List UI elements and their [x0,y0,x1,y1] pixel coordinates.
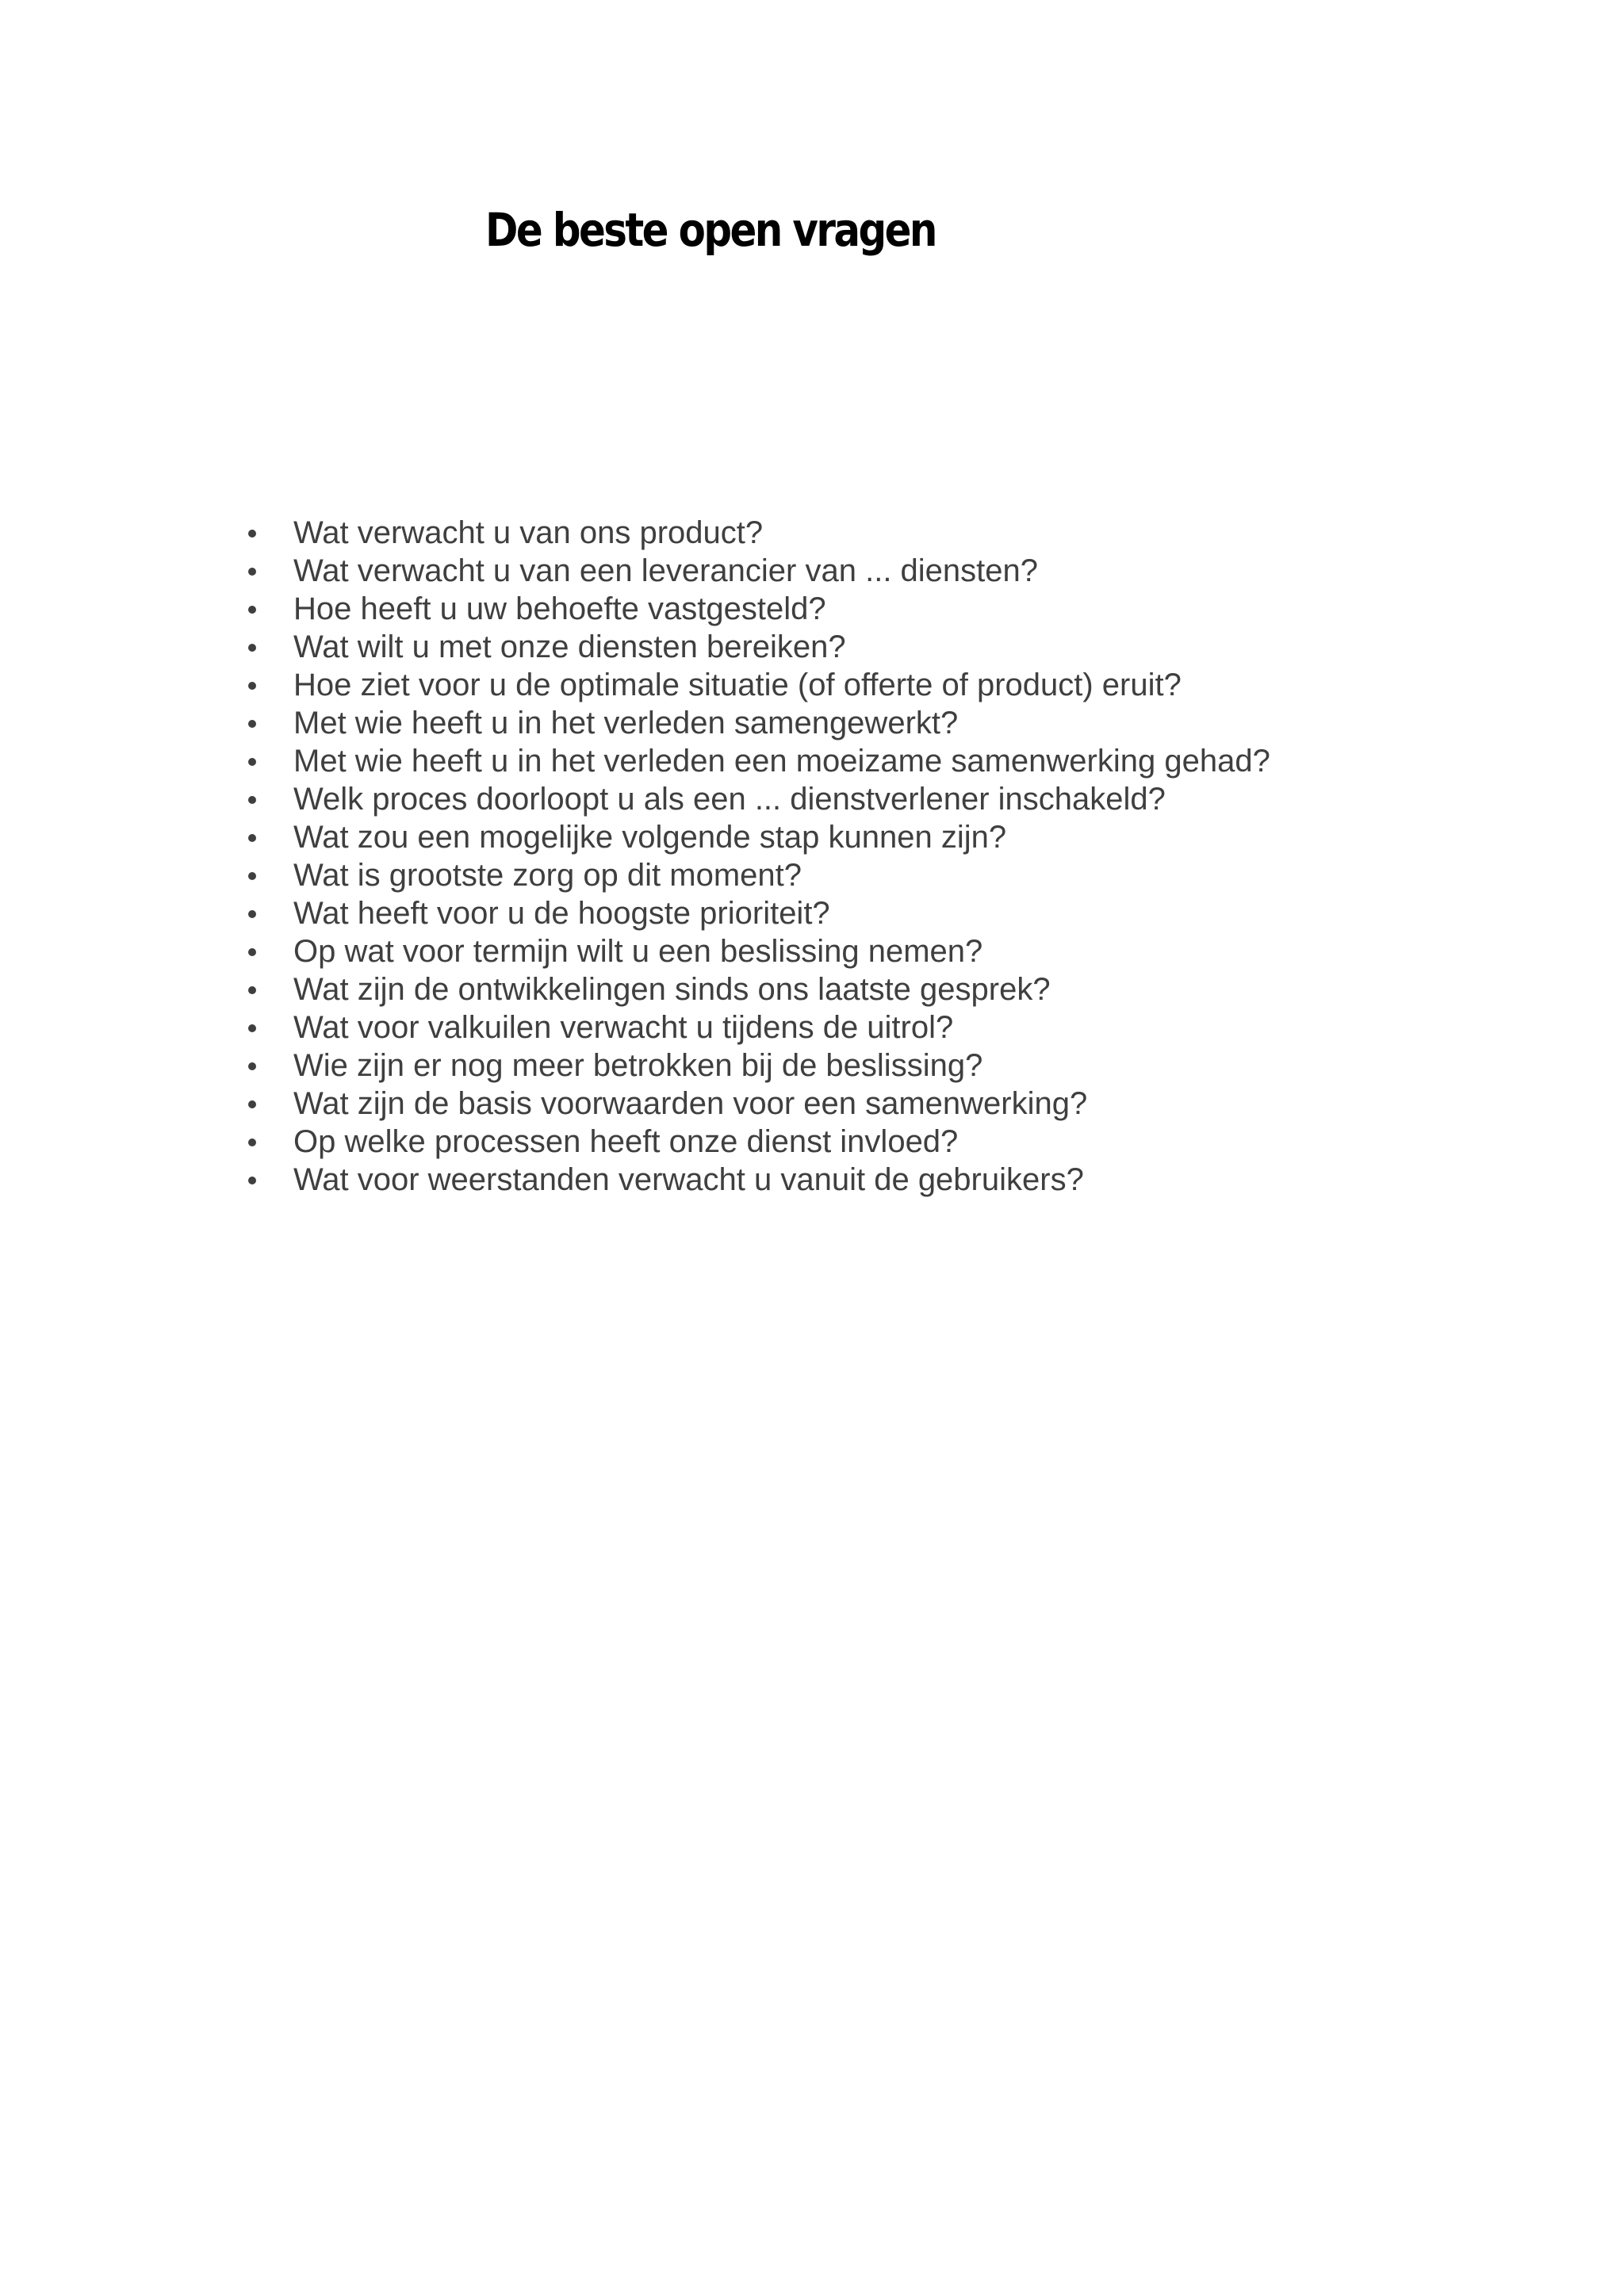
bullet-icon [248,1177,256,1184]
bullet-icon [248,1062,256,1070]
question-list [238,514,1270,1199]
question-text: Op wat voor termijn wilt u een beslissing nemen? [293,934,983,969]
bullet-icon [248,948,256,956]
list-item [238,818,1270,856]
question-text: Met wie heeft u in het verleden samengewerkt? [293,706,959,740]
question-text: Wat voor weerstanden verwacht u vanuit de gebruikers? [293,1162,1084,1197]
question-text: Wat zijn de ontwikkelingen sinds ons laatste gesprek? [293,972,1051,1007]
bullet-icon [248,758,256,766]
question-text: Wat zou een mogelijke volgende stap kunnen zijn? [293,820,1007,855]
question-text: Wie zijn er nog meer betrokken bij de beslissing? [293,1048,983,1083]
question-text: Wat verwacht u van een leverancier van ... diensten? [293,553,1039,588]
question-text: Wat is grootste zorg op dit moment? [293,858,802,893]
bullet-icon [248,682,256,690]
question-text: Met wie heeft u in het verleden een moeizame samenwerking gehad? [293,744,1270,779]
question-text: Wat voor valkuilen verwacht u tijdens de uitrol? [293,1010,954,1045]
question-text: Wat zijn de basis voorwaarden voor een samenwerking? [293,1086,1088,1121]
bullet-icon [248,1138,256,1146]
question-text: Hoe heeft u uw behoefte vastgesteld? [293,591,826,626]
list-item [238,1008,1270,1047]
list-item [238,1123,1270,1161]
bullet-icon [248,910,256,918]
question-text: Hoe ziet voor u de optimale situatie (of offerte of product) eruit? [293,668,1182,702]
question-text: Wat wilt u met onze diensten bereiken? [293,629,846,664]
list-item [238,514,1270,552]
bullet-icon [248,530,256,538]
bullet-icon [248,796,256,804]
list-item [238,742,1270,780]
question-text: Op welke processen heeft onze dienst invloed? [293,1124,959,1159]
list-item [238,552,1270,590]
list-item [238,590,1270,628]
question-text: Welk proces doorloopt u als een ... dienstverlener inschakeld? [293,782,1166,817]
bullet-icon [248,568,256,576]
list-item [238,704,1270,742]
bullet-icon [248,720,256,728]
page-title: De beste open vragen [485,203,936,257]
question-text: Wat verwacht u van ons product? [293,515,764,550]
list-item [238,932,1270,970]
bullet-icon [248,986,256,994]
list-item [238,628,1270,666]
bullet-icon [248,872,256,880]
list-item [238,1047,1270,1085]
bullet-icon [248,1100,256,1108]
bullet-icon [248,834,256,842]
list-item [238,780,1270,818]
list-item [238,1085,1270,1123]
list-item [238,666,1270,704]
bullet-icon [248,606,256,614]
list-item [238,894,1270,932]
list-item [238,856,1270,894]
bullet-icon [248,644,256,652]
question-text: Wat heeft voor u de hoogste prioriteit? [293,896,830,931]
list-item [238,1161,1270,1199]
list-item [238,970,1270,1008]
bullet-icon [248,1024,256,1032]
